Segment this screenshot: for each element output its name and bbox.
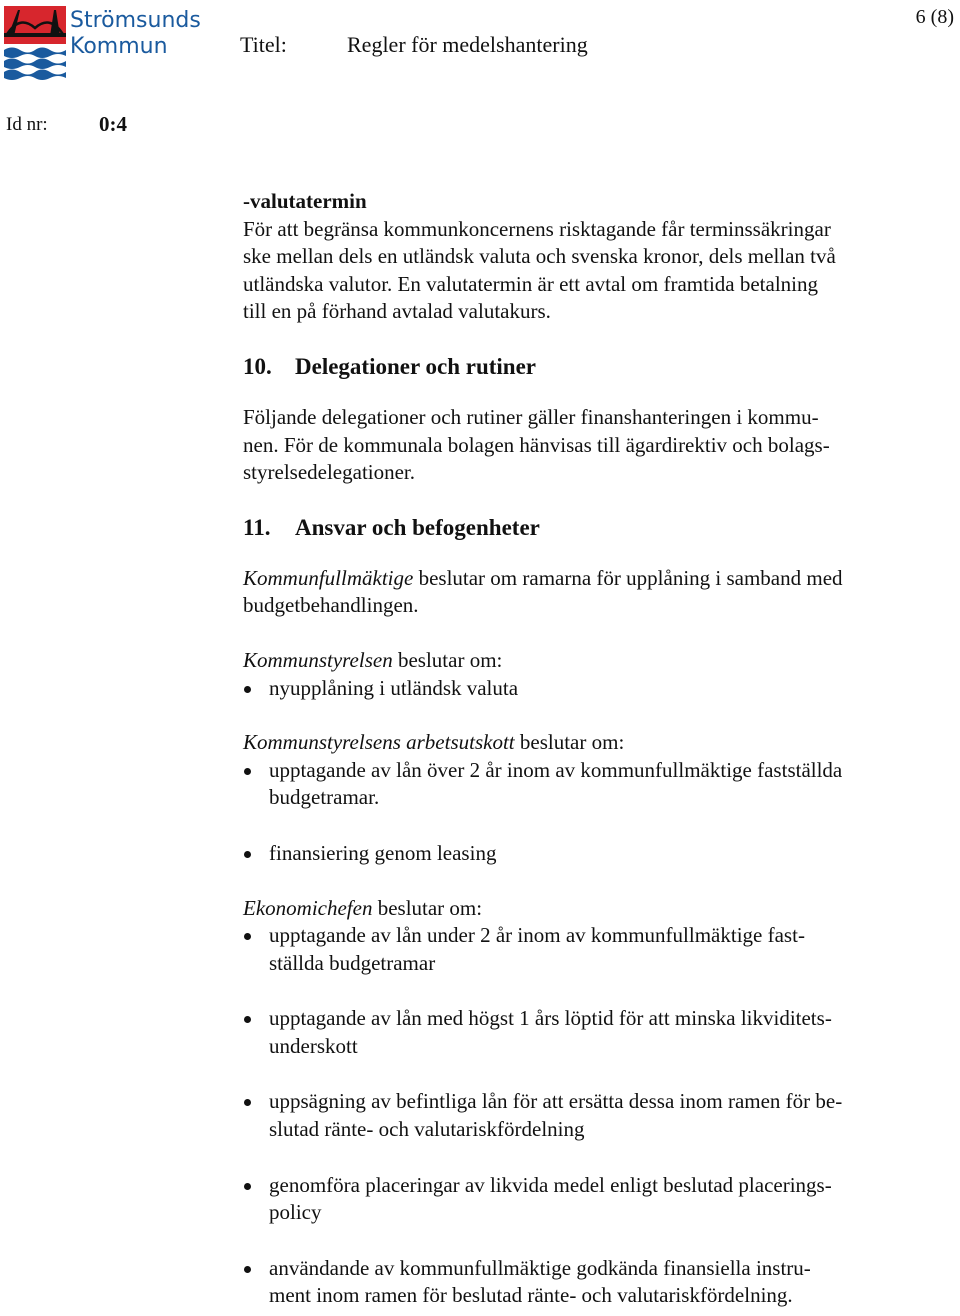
logo-line-1: Strömsunds	[70, 8, 201, 33]
document-header	[0, 0, 960, 160]
bullet-list	[243, 922, 943, 1310]
list-item-text: nyupplåning i utländsk valuta	[269, 675, 519, 700]
list-item-text: ställda budgetramar	[269, 950, 436, 975]
paragraph-line: ske mellan dels en utländsk valuta och svenska kronor, dels mellan två	[243, 244, 836, 269]
section-number: 11.	[243, 514, 271, 540]
section-number: 10.	[243, 353, 272, 379]
list-item-text: finansiering genom leasing	[269, 840, 497, 865]
list-item	[243, 757, 943, 812]
list-item	[243, 840, 943, 868]
title-label: Titel:	[240, 32, 287, 57]
list-item-text: användande av kommunfullmäktige godkända finansiella instru-	[269, 1255, 811, 1280]
paragraph-line: Följande delegationer och rutiner gäller finanshanteringen i kommu-	[243, 404, 819, 429]
list-item-text: upptagande av lån med högst 1 års löptid för att minska likviditets-	[269, 1006, 832, 1031]
role-name: Kommunstyrelsen	[243, 647, 393, 672]
list-item	[243, 922, 943, 977]
paragraph-line	[243, 565, 943, 593]
list-item-text: policy	[269, 1200, 322, 1225]
list-item	[243, 1088, 943, 1143]
id-value: 0:4	[99, 112, 127, 136]
valutatermin-paragraph	[243, 216, 943, 326]
document-title: Regler för medelshantering	[347, 32, 588, 57]
list-item-text: upptagande av lån under 2 år inom av kommunfullmäktige fast-	[269, 923, 805, 948]
role-name: Kommunstyrelsens arbetsutskott	[243, 730, 515, 755]
list-item-text: slutad ränte- och valutariskfördelning	[269, 1117, 585, 1142]
bullet-list	[243, 757, 943, 868]
paragraph-line: till en på förhand avtalad valutakurs.	[243, 299, 551, 324]
paragraph-line: utländska valutor. En valutatermin är ett avtal om framtida betalning	[243, 271, 818, 296]
paragraph-line: budgetbehandlingen.	[243, 593, 419, 618]
section-10-paragraph	[243, 404, 943, 487]
section-11-heading	[243, 513, 943, 543]
document-body	[243, 188, 943, 1310]
section-10-heading	[243, 352, 943, 382]
role-name: Ekonomichefen	[243, 895, 373, 920]
list-item-text: budgetramar.	[269, 785, 380, 810]
role-intro-text: beslutar om:	[392, 647, 503, 672]
valutatermin-heading: -valutatermin	[243, 189, 367, 213]
role-intro-text: beslutar om:	[372, 895, 483, 920]
kommunfullmaktige-paragraph	[243, 565, 943, 620]
logo-line-2: Kommun	[70, 34, 168, 59]
bridge-emblem-icon	[4, 6, 66, 86]
list-item	[243, 1172, 943, 1227]
section-title: Delegationer och rutiner	[295, 353, 537, 379]
bullet-list	[243, 675, 943, 703]
list-item	[243, 675, 943, 703]
role-intro	[243, 895, 943, 923]
list-item	[243, 1255, 943, 1310]
id-label: Id nr:	[6, 114, 48, 135]
list-item-text: uppsägning av befintliga lån för att ersätta dessa inom ramen för be-	[269, 1089, 843, 1114]
municipality-logo	[4, 6, 201, 86]
page-number: 6 (8)	[915, 6, 954, 28]
list-item-text: ment inom ramen för beslutad ränte- och valutariskfördelning.	[269, 1283, 793, 1308]
role-intro-text: beslutar om:	[514, 730, 625, 755]
list-item-text: upptagande av lån över 2 år inom av kommunfullmäktige fastställda	[269, 757, 843, 782]
role-intro	[243, 729, 943, 757]
paragraph-text: beslutar om ramarna för upplåning i samband med	[413, 565, 843, 590]
list-item	[243, 1005, 943, 1060]
list-item-text: genomföra placeringar av likvida medel enligt beslutad placerings-	[269, 1172, 832, 1197]
role-name: Kommunfullmäktige	[243, 565, 414, 590]
paragraph-line: styrelsedelegationer.	[243, 460, 416, 485]
list-item-text: underskott	[269, 1033, 358, 1058]
kommunstyrelsen-block	[243, 647, 943, 702]
role-intro	[243, 647, 943, 675]
paragraph-line: nen. För de kommunala bolagen hänvisas till ägardirektiv och bolags-	[243, 432, 830, 457]
section-title: Ansvar och befogenheter	[295, 514, 540, 540]
logo-wordmark	[70, 8, 201, 60]
paragraph-line: För att begränsa kommunkoncernens risktagande får terminssäkringar	[243, 216, 831, 241]
arbetsutskott-block	[243, 729, 943, 867]
ekonomichef-block	[243, 895, 943, 1311]
